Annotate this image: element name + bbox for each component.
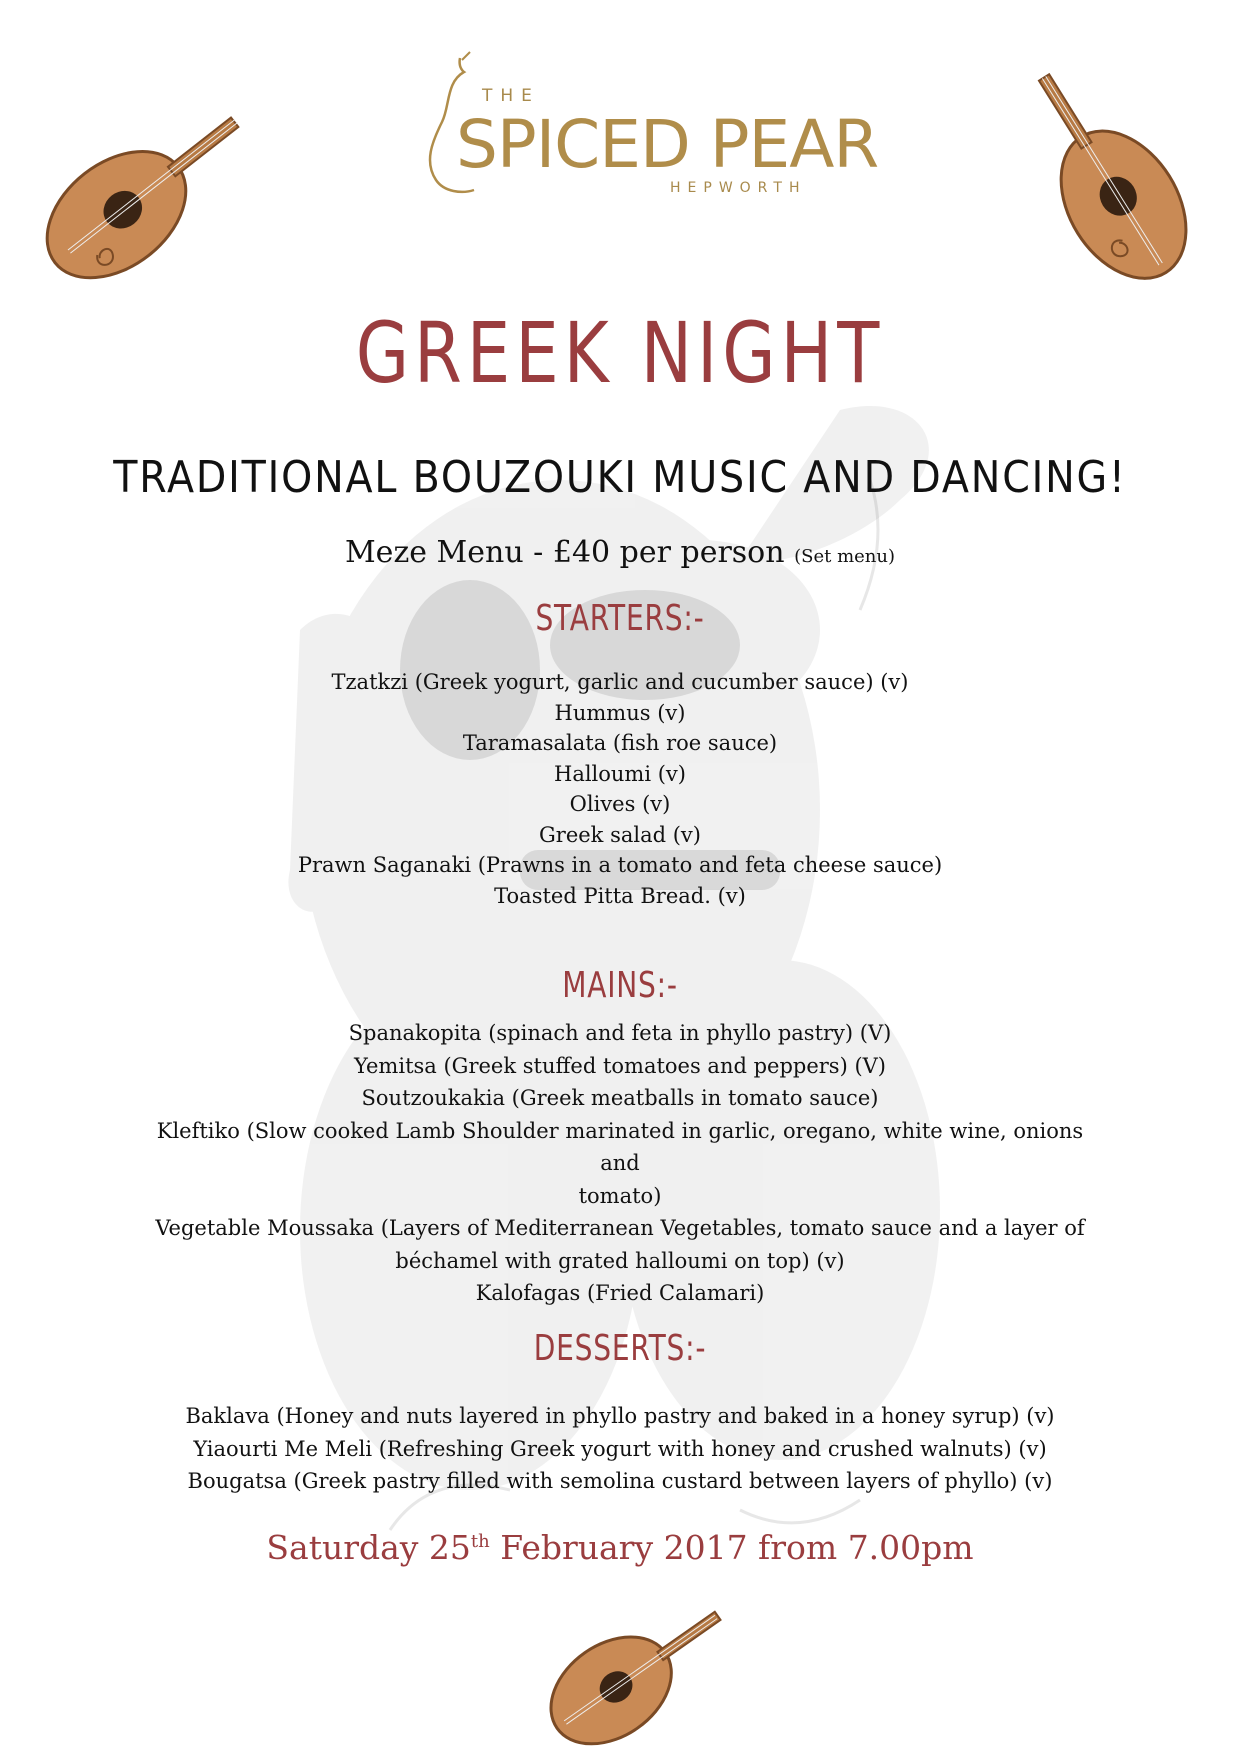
list-item: Kalofagas (Fried Calamari) (475, 1281, 765, 1305)
mains-heading: MAINS:- (562, 965, 678, 1006)
list-item: Hummus (v) (554, 700, 686, 725)
menu-label: Meze Menu - £40 per person (344, 535, 785, 570)
mains-list (140, 1017, 1100, 1310)
list-item: Olives (v) (569, 792, 671, 816)
logo-name-text: SPICED PEAR (456, 106, 879, 183)
list-item: Kleftiko (Slow cooked Lamb Shoulder marinated in garlic, oregano, white wine, onions and (156, 1118, 1084, 1175)
list-item: Toasted Pitta Bread. (v) (494, 883, 746, 908)
starters-list (140, 667, 1100, 911)
list-item: Vegetable Moussaka (Layers of Mediterranean Vegetables, tomato sauce and a layer of (155, 1216, 1085, 1240)
page-title: GREEK NIGHT (355, 304, 885, 402)
list-item: Yiaourti Me Meli (Refreshing Greek yogurt with honey and crushed walnuts) (v) (193, 1436, 1047, 1461)
desserts-list (140, 1400, 1100, 1498)
starters-heading: STARTERS:- (535, 598, 705, 639)
event-date-prefix: Saturday 25 (266, 1528, 471, 1567)
page-subtitle: TRADITIONAL BOUZOUKI MUSIC AND DANCING! (113, 452, 1127, 503)
list-item: tomato) (578, 1183, 662, 1208)
list-item: Bougatsa (Greek pastry filled with semolina custard between layers of phyllo) (v) (187, 1469, 1053, 1493)
bouzouki-top-right-icon (990, 50, 1220, 300)
menu-note: (Set menu) (794, 546, 896, 567)
logo-town-text: HEPWORTH (670, 180, 807, 196)
spiced-pear-logo (420, 48, 879, 218)
list-item: Baklava (Honey and nuts layered in phyllo pastry and baked in a honey syrup) (v) (185, 1404, 1055, 1428)
bouzouki-bottom-icon (530, 1575, 730, 1750)
list-item: Greek salad (v) (539, 822, 701, 847)
list-item: Prawn Saganaki (Prawns in a tomato and feta cheese sauce) (297, 853, 943, 877)
menu-price-line (0, 535, 1240, 570)
logo-the-text: THE (482, 86, 540, 106)
list-item: Spanakopita (spinach and feta in phyllo pastry) (V) (348, 1021, 892, 1045)
event-date-suffix: th (470, 1531, 490, 1552)
list-item: Soutzoukakia (Greek meatballs in tomato sauce) (361, 1086, 879, 1110)
list-item: Halloumi (v) (554, 761, 686, 786)
list-item: Tzatkzi (Greek yogurt, garlic and cucumber sauce) (v) (331, 670, 909, 694)
bouzouki-top-left-icon (28, 80, 268, 300)
list-item: béchamel with grated halloumi on top) (v) (395, 1248, 845, 1273)
list-item: Yemitsa (Greek stuffed tomatoes and peppers) (V) (353, 1053, 887, 1078)
list-item: Taramasalata (fish roe sauce) (462, 731, 778, 755)
event-date-rest: February 2017 from 7.00pm (489, 1528, 974, 1567)
event-date (0, 1528, 1240, 1567)
desserts-heading: DESSERTS:- (533, 1328, 707, 1369)
